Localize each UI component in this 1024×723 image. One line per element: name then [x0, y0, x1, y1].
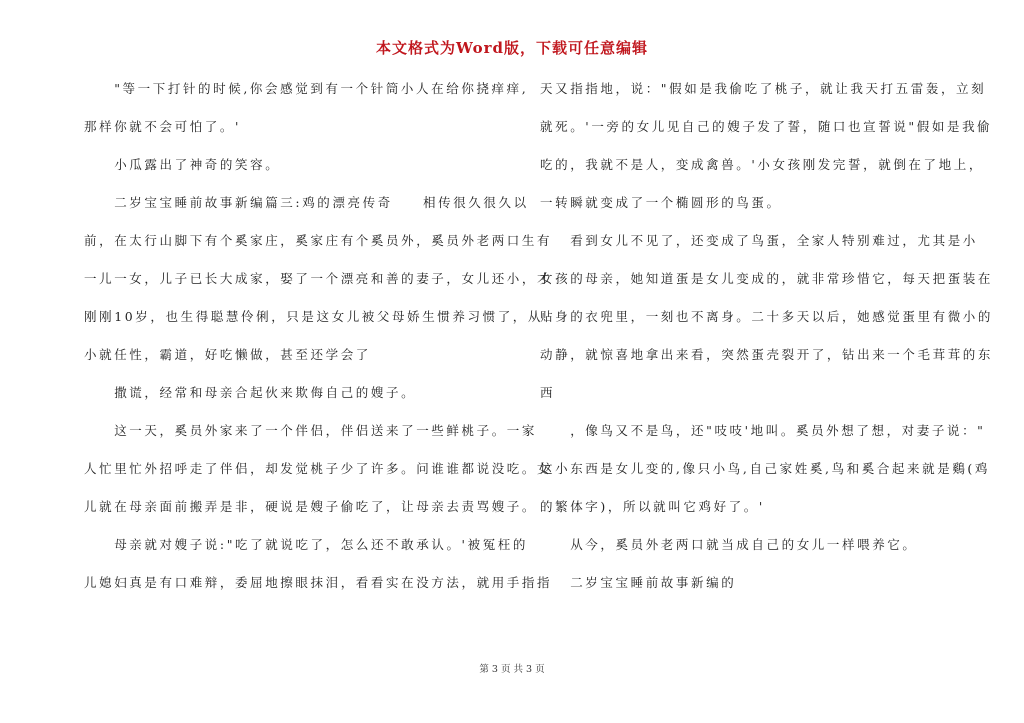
text-line: 这小东西是女儿变的,像只小鸟,自己家姓奚,鸟和奚合起来就是鷄(鸡 — [540, 461, 990, 476]
text-line: 一儿一女，儿子已长大成家，娶了一个漂亮和善的妻子，女儿还小，才 — [84, 271, 553, 286]
text-line: 从今，奚员外老两口就当成自己的女儿一样喂养它。 — [540, 537, 918, 552]
text-line: 这一天，奚员外家来了一个伴侣，伴侣送来了一些鲜桃子。一家 — [84, 423, 538, 438]
text-line: 二岁宝宝睡前故事新编篇三:鸡的漂亮传奇 相传很久很久以 — [84, 195, 529, 210]
text-line: 儿媳妇真是有口难辩，委屈地擦眼抹泪，看看实在没方法，就用手指指 — [84, 575, 553, 590]
text-line: 吃的，我就不是人，变成禽兽。'小女孩刚发完誓，就倒在了地上， — [540, 157, 984, 172]
text-line: 小瓜露出了神奇的笑容。 — [84, 157, 281, 172]
text-line: 看到女儿不见了，还变成了鸟蛋，全家人特别难过，尤其是小 — [540, 233, 978, 248]
text-line: 二岁宝宝睡前故事新编的 — [540, 575, 737, 590]
format-banner: 本文格式为Word版，下载可任意编辑 — [375, 39, 649, 57]
text-line: 母亲就对嫂子说:"吃了就说吃了，怎么还不敢承认。'被冤枉的 — [84, 537, 528, 552]
left-column — [84, 76, 553, 608]
right-column — [540, 76, 994, 608]
text-line: 儿就在母亲面前搬弄是非，硬说是嫂子偷吃了，让母亲去责骂嫂子。 — [84, 499, 538, 514]
text-line: 贴身的衣兜里，一刻也不离身。二十多天以后，她感觉蛋里有微小的 — [540, 309, 994, 324]
text-line: 小就任性，霸道，好吃懒做，甚至还学会了 — [84, 347, 371, 362]
text-line: 人忙里忙外招呼走了伴侣，却发觉桃子少了许多。问谁谁都说没吃。女 — [84, 461, 553, 476]
text-line: 一转瞬就变成了一个椭圆形的鸟蛋。 — [540, 195, 782, 210]
text-line: 的繁体字)，所以就叫它鸡好了。' — [540, 499, 765, 514]
text-line: "等一下打针的时候,你会感觉到有一个针筒小人在给你挠痒痒, — [84, 81, 529, 96]
text-line: 就死。'一旁的女儿见自己的嫂子发了誓，随口也宣誓说"假如是我偷 — [540, 119, 993, 134]
text-line: 女孩的母亲，她知道蛋是女儿变成的，就非常珍惜它，每天把蛋装在 — [540, 271, 994, 286]
page-footer: 第 3 页 共 3 页 — [479, 664, 545, 675]
text-line: 那样你就不会可怕了。' — [84, 119, 242, 134]
text-line: ，像鸟又不是鸟，还"吱吱'地叫。奚员外想了想，对妻子说：" — [540, 423, 986, 438]
text-line: 刚刚10岁，也生得聪慧伶俐，只是这女儿被父母娇生惯养习惯了，从 — [84, 309, 544, 324]
text-line: 动静，就惊喜地拿出来看，突然蛋壳裂开了，钻出来一个毛茸茸的东 — [540, 347, 994, 362]
text-line: 天又指指地，说："假如是我偷吃了桃子，就让我天打五雷轰，立刻 — [540, 81, 987, 96]
text-line: 撒谎，经常和母亲合起伙来欺侮自己的嫂子。 — [84, 385, 417, 400]
text-line: 西 — [540, 385, 556, 400]
text-line: 前，在太行山脚下有个奚家庄，奚家庄有个奚员外，奚员外老两口生有 — [84, 233, 553, 248]
